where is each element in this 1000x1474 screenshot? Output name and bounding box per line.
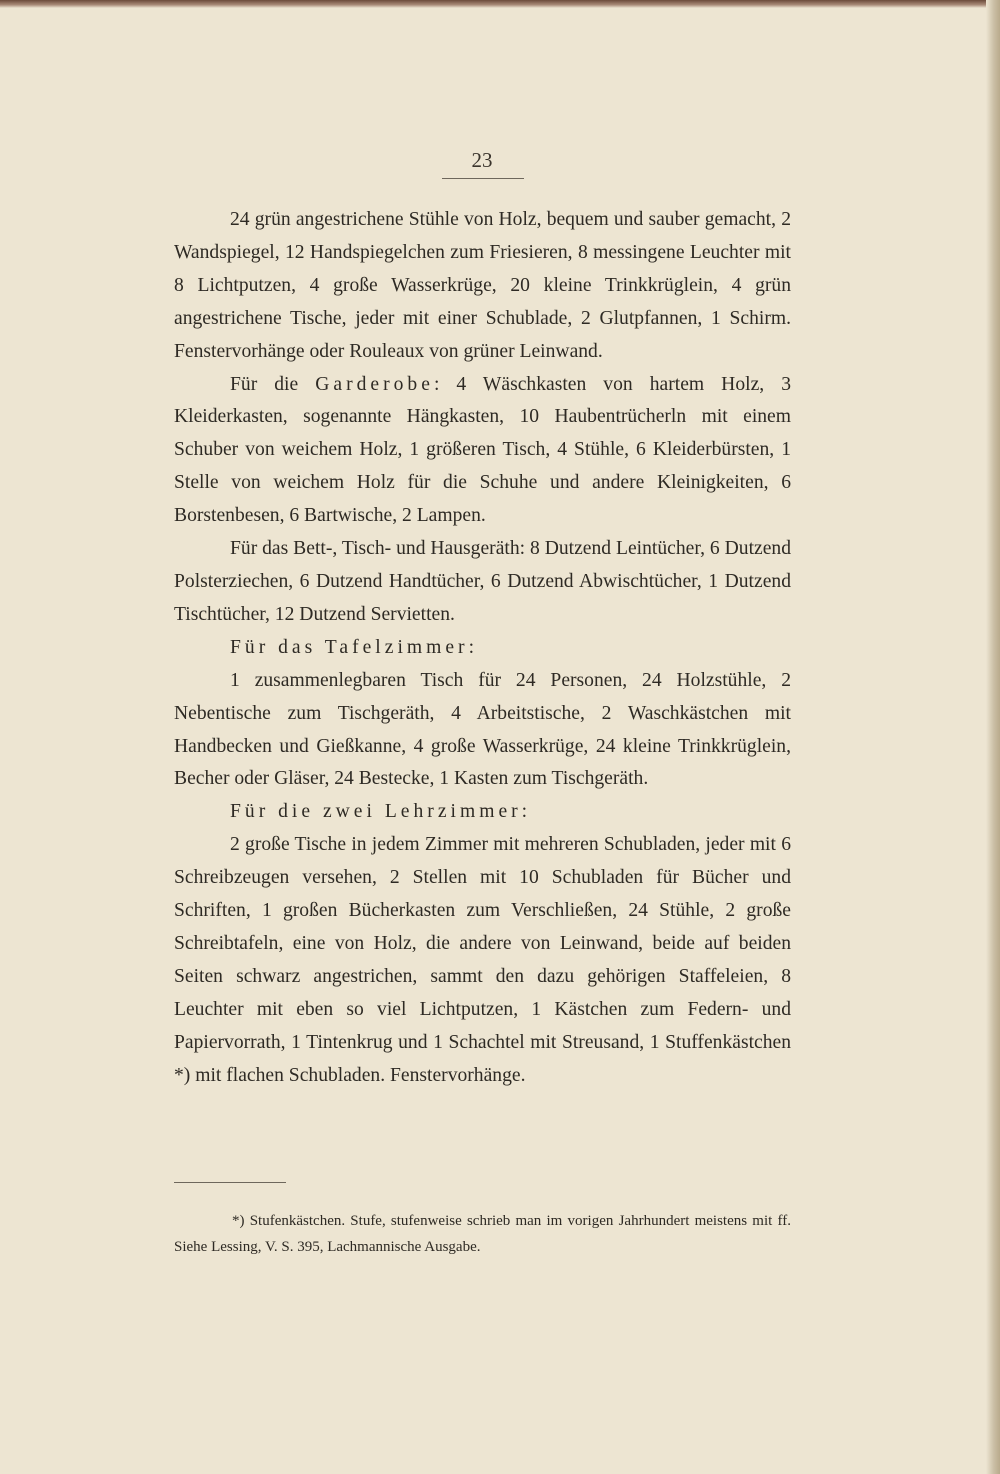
footnote: *) Stufenkästchen. Stufe, stufenweise schrieb man im vorigen Jahrhundert meistens mit ff. Siehe Lessing, V. S. 395, Lachmannische Ausgabe. — [174, 1213, 791, 1255]
footnote-rule — [174, 1182, 286, 1183]
paragraph-garderobe — [174, 369, 791, 534]
garderobe-lead: Für die — [230, 373, 316, 395]
page-top-edge — [0, 0, 1000, 8]
paragraph-tafelzimmer: 1 zusammenlegbaren Tisch für 24 Personen, 24 Holzstühle, 2 Nebentische zum Tischgeräth, 4 Arbeitstische, 2 Waschkästchen mit Handbecken und Gießkanne, 4 große Wasserkrüge, 24 kleine Trinkkrüglein, Becher oder Gläser, 24 Bestecke, 1 Kasten zum Tischgeräth. — [174, 669, 791, 790]
heading-lehrzimmer: Für die zwei Lehrzimmer: — [230, 801, 532, 823]
page-number-rule — [442, 178, 524, 179]
heading-tafelzimmer: Für das Tafelzimmer: — [230, 636, 479, 658]
page-right-edge — [986, 0, 1000, 1474]
paragraph-furniture-list: 24 grün angestrichene Stühle von Holz, bequem und sauber gemacht, 2 Wandspiegel, 12 Handspiegelchen zum Friesieren, 8 messingene Leuchter mit 8 Lichtputzen, 4 große Wasserkrüge, 20 kleine Trinkkrüglein, 4 grün angestrichene Tische, jeder mit einer Schublade, 2 Glutpfannen, 1 Schirm. Fenstervorhänge oder Rouleaux von grüner Leinwand. — [174, 209, 791, 362]
main-text — [174, 204, 791, 1092]
paragraph-lehrzimmer: 2 große Tische in jedem Zimmer mit mehreren Schubladen, jeder mit 6 Schreibzeugen versehen, 2 Stellen mit 10 Schubladen für Bücher und Schriften, 1 großen Bücherkasten zum Verschließen, 24 Stühle, 2 große Schreibtafeln, eine von Holz, die andere von Leinwand, beide auf beiden Seiten schwarz angestrichen, sammt den dazu gehörigen Staffeleien, 8 Leuchter mit eben so viel Lichtputzen, 1 Kästchen zum Federn- und Papiervorrath, 1 Tintenkrug und 1 Schachtel mit Streusand, 1 Stuffenkästchen *) mit flachen Schubladen. Fenstervorhänge. — [174, 834, 791, 1086]
paragraph-linen: Für das Bett-, Tisch- und Hausgeräth: 8 Dutzend Leintücher, 6 Dutzend Polsterziechen, 6 Dutzend Handtücher, 6 Dutzend Abwischtücher, 1 Dutzend Tischtücher, 12 Dutzend Servietten. — [174, 538, 791, 625]
garderobe-term: Garderobe — [315, 373, 434, 395]
garderobe-items: : 4 Wäschkasten von hartem Holz, 3 Kleiderkasten, sogenannte Hängkasten, 10 Haubentrücherln mit einem Schuber von weichem Holz, 1 größeren Tisch, 4 Stühle, 6 Kleiderbürsten, 1 Stelle von weichem Holz für die Schuhe und andere Kleinigkeiten, 6 Borstenbesen, 6 Bartwische, 2 Lampen. — [174, 373, 792, 527]
page-number: 23 — [471, 148, 493, 172]
